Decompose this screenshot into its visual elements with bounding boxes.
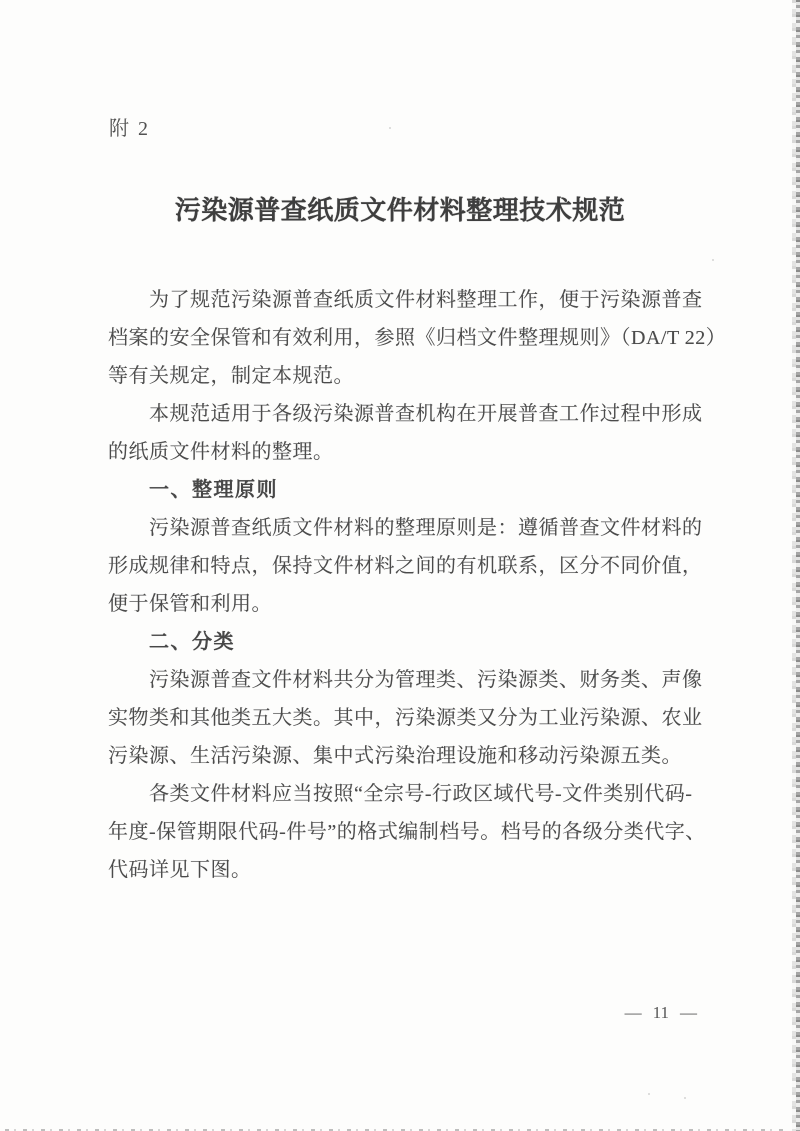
paragraph-classification: [108, 661, 726, 775]
scan-speck: [648, 1093, 650, 1095]
text-line: 便于保管和利用。: [108, 593, 272, 615]
text-line: 等有关规定，制定本规范。: [108, 365, 354, 387]
text-line: 污染源、生活污染源、集中式污染治理设施和移动污染源五类。: [108, 745, 682, 767]
paragraph-archive-number: [108, 775, 726, 889]
attachment-label: 附 2: [109, 118, 150, 140]
text-line: 档案的安全保管和有效利用，参照《归档文件整理规则》（DA/T 22）: [108, 327, 727, 349]
scan-speck: [712, 259, 714, 261]
footer-dash-right: —: [680, 1003, 697, 1022]
section-2-heading: [108, 623, 726, 661]
scan-edge-artifact: [796, 0, 800, 1131]
document-body: [108, 281, 726, 889]
text-line: 实物类和其他类五大类。其中，污染源类又分为工业污染源、农业: [108, 707, 703, 729]
document-title: 污染源普查纸质文件材料整理技术规范: [174, 196, 626, 225]
text-line: 污染源普查纸质文件材料的整理原则是：遵循普查文件材料的: [149, 517, 703, 539]
text-line: 年度-保管期限代码-件号”的格式编制档号。档号的各级分类代字、: [108, 821, 706, 843]
footer-dash-left: —: [624, 1003, 642, 1022]
text-line: 各类文件材料应当按照“全宗号-行政区域代号-文件类别代码-: [149, 783, 693, 805]
page-footer: [625, 1002, 697, 1024]
paragraph-principles: [108, 509, 726, 623]
text-line: 代码详见下图。: [108, 859, 252, 881]
text-line: 污染源普查文件材料共分为管理类、污染源类、财务类、声像: [149, 669, 703, 691]
text-line: 的纸质文件材料的整理。: [108, 441, 334, 463]
scan-speck: [389, 127, 391, 129]
text-line: 形成规律和特点，保持文件材料之间的有机联系，区分不同价值，: [108, 555, 703, 577]
text-line: 本规范适用于各级污染源普查机构在开展普查工作过程中形成: [149, 403, 703, 425]
paragraph-scope: [108, 395, 726, 471]
section-1-heading: [108, 471, 726, 509]
scan-speck: [684, 1097, 686, 1099]
text-line: 为了规范污染源普查纸质文件材料整理工作，便于污染源普查: [149, 289, 703, 311]
page-number: 11: [652, 1003, 669, 1022]
section-heading: 二、分类: [149, 631, 235, 653]
paragraph-intro: [108, 281, 726, 395]
section-heading: 一、整理原则: [149, 479, 278, 501]
